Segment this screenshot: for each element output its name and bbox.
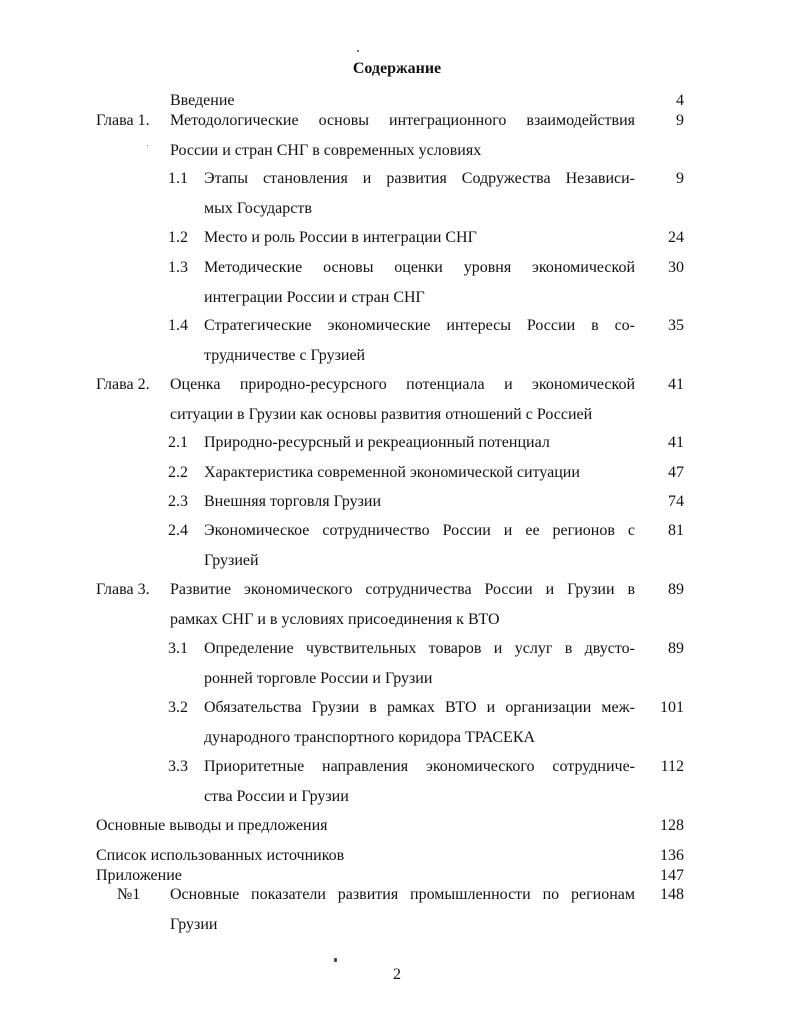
toc-entry-text-line1: Место и роль России в интеграции СНГ — [204, 229, 477, 246]
toc-entry-page: 128 — [660, 817, 684, 834]
toc-entry-text-line2: интеграции России и стран СНГ — [204, 289, 425, 306]
toc-entry-text: Основные выводы и предложения — [96, 817, 328, 834]
toc-entry-page: 148 — [660, 886, 684, 903]
section-number: 2.3 — [168, 493, 188, 510]
section-number: 1.1 — [168, 170, 188, 187]
toc-entry-text-line1: Оценка природно-ресурсного потенциала и экономической — [170, 376, 635, 393]
toc-entry-text-line1: Характеристика современной экономической ситуации — [204, 464, 580, 481]
toc-entry-text-line2: ства России и Грузии — [204, 788, 349, 805]
toc-entry-page: 101 — [660, 699, 684, 716]
toc-entry-page: 147 — [660, 867, 684, 884]
toc-entry-text-line1: Этапы становления и развития Содружества Независи- — [204, 170, 635, 187]
section-number: 2.2 — [168, 464, 188, 481]
toc-entry-text: Список использованных источников — [96, 847, 345, 864]
appendix-label: №1 — [117, 886, 141, 903]
section-number: 2.1 — [168, 434, 188, 451]
toc-entry-section-1-3 — [0, 253, 794, 313]
toc-entry-appendix-1 — [0, 880, 794, 940]
section-number: 2.4 — [168, 522, 188, 539]
toc-entry-page: 9 — [676, 112, 684, 129]
toc-entry-section-3-2 — [0, 693, 794, 753]
toc-entry-page: 35 — [668, 317, 684, 334]
toc-entry-chapter-2 — [0, 370, 794, 430]
toc-entry-section-3-3 — [0, 752, 794, 812]
page-title: Содержание — [352, 60, 442, 77]
toc-entry-page: 4 — [676, 92, 684, 109]
toc-entry-text-line1: Приоритетные направления экономического сотрудниче- — [204, 758, 635, 775]
section-number: 3.2 — [168, 699, 188, 716]
toc-entry-text-line2: ситуации в Грузии как основы развития отношений с Россией — [170, 406, 593, 423]
toc-entry-section-3-1 — [0, 634, 794, 694]
toc-entry-text-line1: Развитие экономического сотрудничества России и Грузии в — [170, 581, 635, 598]
toc-entry-text-line2: Грузией — [204, 552, 259, 569]
toc-entry-page: 9 — [676, 170, 684, 187]
scan-speck — [334, 958, 337, 962]
toc-entry-page: 89 — [668, 640, 684, 657]
chapter-label: Глава 1. — [96, 112, 150, 129]
toc-entry-chapter-3 — [0, 575, 794, 635]
toc-entry-text-line1: Методологические основы интеграционного взаимодействия — [170, 112, 635, 129]
scan-speck — [147, 145, 148, 146]
toc-entry-page: 41 — [668, 376, 684, 393]
section-number: 1.2 — [168, 229, 188, 246]
toc-entry-text-line1: Методические основы оценки уровня экономической — [204, 259, 635, 276]
chapter-label: Глава 3. — [96, 581, 150, 598]
toc-entry-page: 74 — [668, 493, 684, 510]
toc-entry-page: 30 — [668, 259, 684, 276]
toc-entry-chapter-1 — [0, 106, 794, 166]
toc-entry-text-line2: рамках СНГ и в условиях присоединения к ВТО — [170, 611, 500, 628]
toc-entry-text-line2: мых Государств — [204, 200, 312, 217]
page-number: 2 — [393, 966, 401, 983]
toc-entry-text-line1: Природно-ресурсный и рекреационный потенциал — [204, 434, 550, 451]
toc-entry-text-line2: России и стран СНГ в современных условиях — [170, 142, 482, 159]
toc-entry-text-line2: трудничестве с Грузией — [204, 347, 366, 364]
toc-entry-text-line1: Основные показатели развития промышленности по регионам — [170, 886, 635, 903]
toc-entry-text-line1: Внешняя торговля Грузии — [204, 493, 382, 510]
toc-entry-section-1-1 — [0, 164, 794, 224]
toc-entry-text-line2: Грузии — [170, 916, 218, 933]
toc-entry-page: 112 — [660, 758, 684, 775]
toc-entry-text: Введение — [170, 92, 235, 109]
section-number: 3.1 — [168, 640, 188, 657]
chapter-label: Глава 2. — [96, 376, 150, 393]
toc-entry-text-line2: дународного транспортного коридора ТРАСЕКА — [204, 729, 536, 746]
toc-entry-page: 41 — [668, 434, 684, 451]
toc-entry-text-line1: Стратегические экономические интересы России в со- — [204, 317, 635, 334]
toc-entry-text: Приложение — [96, 867, 182, 884]
section-number: 3.3 — [168, 758, 188, 775]
toc-entry-section-1-4 — [0, 311, 794, 371]
toc-entry-section-2-4 — [0, 516, 794, 576]
toc-entry-page: 81 — [668, 522, 684, 539]
toc-entry-page: 136 — [660, 847, 684, 864]
toc-entry-page: 24 — [668, 229, 684, 246]
toc-entry-text-line1: Экономическое сотрудничество России и ее регионов с — [204, 522, 635, 539]
toc-entry-text-line1: Определение чувствительных товаров и услуг в двусто- — [204, 640, 635, 657]
toc-entry-page: 89 — [668, 581, 684, 598]
section-number: 1.3 — [168, 259, 188, 276]
scan-speck — [357, 50, 359, 52]
section-number: 1.4 — [168, 317, 188, 334]
toc-entry-text-line1: Обязательства Грузии в рамках ВТО и организации меж- — [204, 699, 635, 716]
toc-entry-page: 47 — [668, 464, 684, 481]
toc-entry-text-line2: ронней торговле России и Грузии — [204, 670, 433, 687]
